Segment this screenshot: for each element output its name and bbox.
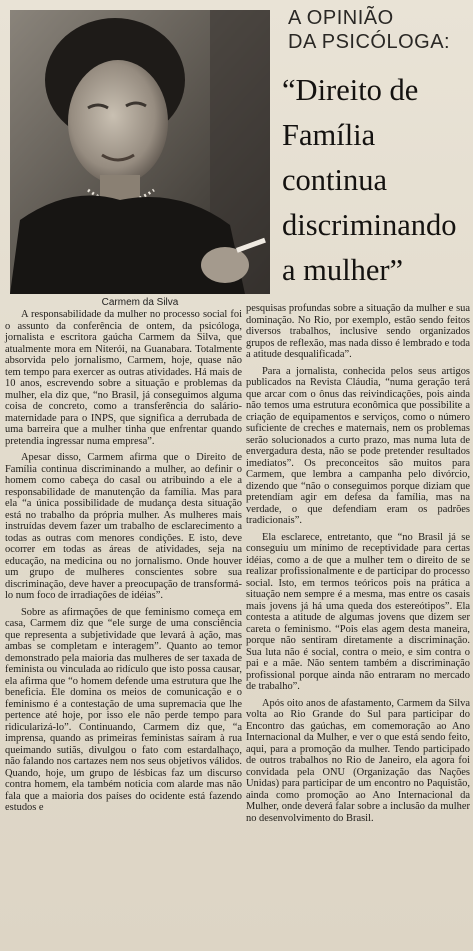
- headline-line: “Direito de: [282, 73, 419, 107]
- paragraph: Apesar disso, Carmem afirma que o Direito de Família continua discriminando a mulher, ao definir o homem como cabeça do casal ou atribuindo a ele a responsabilidade de manutenção da família. Mas para ela “a única possibilidade de mudança desta situação está no trabalho da própria mulher. As mulheres mais instruídas devem fazer um trabalho de esclarecimento a todas as outras com menores condições. E isto, deve ocorrer em todas as áreas de atividades, seja na educação, na medicina ou no jornalismo. Onde houver um grupo de mulheres conscientes sobre sua discriminação, deve haver a preocupação de transformá-lo num foco de irradiações de idéias”.: [5, 452, 242, 601]
- paragraph: A responsabilidade da mulher no processo social foi o assunto da conferência de ontem, da psicóloga, jornalista e escritora gaúcha Carmem da Silva, que atualmente mora em Niterói, na Guanabara. Totalmente absorvida pelo jornalismo, Carmem, hoje, quase não tem tempo para exercer as outras atividades. Há mais de 10 anos, escrevendo sobre a situação e problemas da mulher, ela diz que, “no Brasil, já conseguimos alguma coisa de concreto, como a transferência do salário-maternidade para o INPS, que significa a derrubada de uma barreira que a mulher tinha que enfrentar quando pretendia ingressar numa empresa”.: [5, 309, 242, 447]
- headline-line: continua: [282, 163, 388, 197]
- article-column-right: [246, 303, 470, 826]
- article-column-left: [5, 309, 242, 816]
- headline-line: a mulher”: [282, 253, 404, 287]
- kicker-line-2: DA PSICÓLOGA:: [288, 31, 451, 53]
- portrait-photo-graphic: [10, 10, 270, 294]
- headline: [282, 68, 473, 293]
- paragraph: pesquisas profundas sobre a situação da mulher e sua dominação. No Rio, por exemplo, estão sendo feitos diversos trabalhos, inclusive sendo organizados grupos de reflexão, mas nada disso é lembrado e toda a atitude desqualificada”.: [246, 303, 470, 360]
- portrait-photo: [10, 10, 270, 294]
- headline-line: discriminando: [282, 208, 457, 242]
- headline-line: Família: [282, 118, 376, 152]
- kicker-line-1: A OPINIÃO: [288, 7, 394, 29]
- paragraph: Para a jornalista, conhecida pelos seus artigos publicados na Revista Cláudia, “numa geração terá que arcar com o ônus das reivindicações, pois ainda não temos uma estrutura econômica que possibilite a criação de equipamentos e serviços, como o número suficiente de creches e maternais, nem os problemas serão solucionados a curto prazo, mas numa luta de envergadura desta, não se pode pretender resultados imediatos”. Os preconceitos são muitos para Carmem, que lembra a campanha pelo divórcio, dizendo que “não o conseguimos porque diziam que pretendíam agir em defesa da família, mas na verdade, o que defendiam eram os padrões tradicionais”.: [246, 365, 470, 526]
- photo-caption: Carmem da Silva: [101, 297, 179, 308]
- paragraph: Sobre as afirmações de que feminismo começa em casa, Carmem diz que “ele surge de uma consciência que representa a subjetividade que levará à ação, mas ambas se completam e interagem”. Quanto ao temor demonstrado pela maioria das mulheres de ser taxada de feminista ou vinculada ao ridículo que isto possa causar, ela afirma que “o homem defende uma estrutura que lhe beneficia. Ele domina os meios de comunicação e o feminismo é a contestação de uma supremacia que lhe pertence até hoje, por isso ele não perde tempo para ridicularizá-lo”. Continuando, Carmem diz que, “a imprensa, quando as primeiras feministas saíram à rua queimando sutiãs, divulgou o fato com estardalhaço, não falando nos cartazes nem nos seus objetivos válidos. Quando, hoje, um grupo de lésbicas faz um discurso contra homem, ela também noticia com alarde mas não fala que a maioria dos países do ocidente está fazendo estudos e: [5, 606, 242, 813]
- paragraph: Ela esclarece, entretanto, que “no Brasil já se conseguiu um mínimo de receptividade para certas idéias, como a de que a mulher tem o direito de se realizar profissionalmente e de participar do processo social. Isto, em termos teóricos pois na prática a situação nem sempre é a mesma, mas entre os casais mais jovens já há uma queda dos estereótipos”. Ela contesta a atitude de algumas jovens que dizem ser careta o feminismo. “Pois elas agem desta maneira, porque não sentiram diretamente a discriminação. Sua luta não é social, contra o meio, e sim contra o pai e a mãe. Não sentem também a discriminação profissional porque ainda não entraram no mercado de trabalho”.: [246, 531, 470, 692]
- section-kicker: [288, 6, 473, 54]
- paragraph: Após oito anos de afastamento, Carmem da Silva volta ao Rio Grande do Sul para participar do Encontro das gaúchas, em comemoração ao Ano Internacional da Mulher, e ver o que está sendo feito, aqui, para a promoção da mulher. Tendo participado de outros trabalhos no Rio de Janeiro, ela agora foi convidada pela ONU (Organização das Nações Unidas) para participar de um encontro no Paquistão, ainda como promoção ao Ano Internacional da Mulher, onde deverá falar sobre a inclusão da mulher no desenvolvimento do Brasil.: [246, 697, 470, 824]
